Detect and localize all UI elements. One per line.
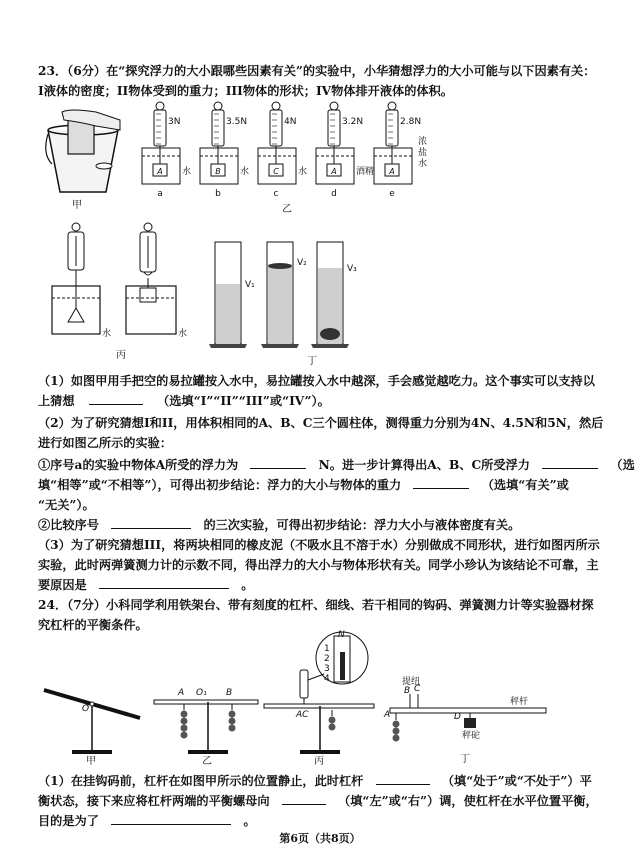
q24-label-AC: AC	[296, 710, 309, 720]
q23-p3a-mid: N。进一步计算得出A、B、C所受浮力	[318, 458, 530, 472]
figure-ding-label: 丁	[307, 356, 317, 367]
q24-fig-bing: 丙	[314, 756, 324, 767]
block-label-0: A	[157, 167, 163, 176]
balance-ring-0	[156, 102, 164, 110]
q24-p1-line3	[38, 812, 256, 829]
beaker-label-1: b	[215, 189, 221, 199]
figure-q24-levers	[36, 630, 596, 766]
q24-dial-unit: N	[338, 630, 345, 640]
q24-dial-tick-1: 1	[324, 644, 330, 654]
q24-p1-line1	[38, 772, 592, 789]
q24-p1a-text: （1）在挂钩码前，杠杆在如图甲所示的位置静止，此时杠杆	[38, 774, 364, 788]
q23-p5-line2: 实验，此时两弹簧测力计的示数不同，得出浮力的大小与物体形状有关。同学小珍认为该结论不可靠，主	[38, 558, 599, 572]
liquid-label-3: 酒精	[356, 167, 375, 177]
figure-ding-cylinders	[205, 236, 375, 366]
q23-p3b-text: 填“相等”或“不相等”），可得出初步结论：浮力的大小与物体的重力	[38, 478, 402, 492]
q24-stem-line1: 24．（7分）小科同学利用铁架台、带有刻度的杠杆、细线、若干相同的钩码、弹簧测力计等实验器材探	[38, 598, 594, 612]
balance-reading-0: 3N	[168, 117, 181, 127]
lever-yi	[154, 700, 258, 754]
liquid-label-4-0: 浓	[418, 137, 428, 147]
q24-fig-jia: 甲	[86, 756, 96, 767]
q24-dial-tick-2: 2	[324, 654, 330, 664]
balance-ring-3	[330, 102, 338, 110]
block-label-2: C	[273, 167, 279, 176]
balance-body-3	[328, 110, 340, 146]
bing-water-label-left: 水	[102, 329, 112, 339]
q23-p3b-post: （选填“有关”或	[481, 478, 569, 492]
q23-p4-text: ②比较序号	[38, 518, 99, 532]
beaker-label-4: e	[389, 189, 395, 199]
q23-p5-line3	[38, 576, 253, 593]
q23-p3a-text: ①序号a的实验中物体A所受的浮力为	[38, 458, 239, 472]
q24-blank-3[interactable]	[111, 814, 231, 825]
liquid-label-0: 水	[182, 167, 192, 177]
q24-label-D: D	[454, 712, 461, 722]
q24-stem-line2: 究杠杆的平衡条件。	[38, 618, 148, 632]
cyl-label-v1: V₁	[245, 280, 255, 290]
q23-blank-1[interactable]	[89, 394, 143, 405]
q23-p3-line3: “无关”）。	[38, 498, 95, 512]
q23-blank-5[interactable]	[111, 518, 191, 529]
q23-blank-2[interactable]	[250, 458, 306, 469]
figure-bing-clay-shapes	[46, 222, 196, 362]
q23-p1-line1: （1）如图甲用手把空的易拉罐按入水中，易拉罐按入水中越深，手会感觉越吃力。这个事实可以支持以	[38, 374, 595, 388]
q24-label-tiniu: 提纽	[402, 677, 421, 687]
balance-body-1	[212, 110, 224, 146]
balance-ring-4	[388, 102, 396, 110]
bing-water-label-right: 水	[178, 329, 188, 339]
q24-p1a-post: （填“处于”或“不处于”）平	[441, 774, 592, 788]
q23-p1-text: 上猜想	[38, 394, 75, 408]
q24-p1-line2	[38, 792, 598, 809]
balance-ring-1	[214, 102, 222, 110]
beaker-label-3: d	[331, 189, 337, 199]
figure-jia-can-bucket	[40, 108, 126, 216]
balance-body-0	[154, 110, 166, 146]
q23-p5c-post: 。	[241, 578, 254, 592]
cyl-label-v2: V₂	[297, 258, 307, 268]
q23-p1-line2	[38, 392, 330, 409]
figure-jia-label: 甲	[72, 200, 82, 211]
q24-label-O: O	[82, 704, 90, 714]
q23-p5c-text: 要原因是	[38, 578, 87, 592]
q23-p3a-post: （选	[610, 458, 635, 472]
q24-label-A: A	[178, 688, 185, 698]
q23-p3-line2	[38, 476, 569, 493]
figure-bing-label: 丙	[116, 350, 126, 361]
beaker-label-0: a	[157, 189, 163, 199]
q24-fig-yi: 乙	[202, 756, 212, 767]
beaker-label-2: c	[273, 189, 279, 199]
q24-p1b-post: （填“左”或“右”）调，使杠杆在水平位置平衡，	[338, 794, 598, 808]
balance-reading-2: 4N	[284, 117, 297, 127]
q24-p1c-post: 。	[243, 814, 256, 828]
q23-blank-4[interactable]	[413, 478, 469, 489]
balance-reading-1: 3.5N	[226, 117, 248, 127]
liquid-label-4-1: 盐	[418, 148, 428, 158]
balance-body-4	[386, 110, 398, 146]
block-label-3: A	[331, 167, 337, 176]
spring-balance-right	[140, 223, 156, 302]
q24-p1b-text: 衡状态，接下来应将杠杆两端的平衡螺母向	[38, 794, 270, 808]
q24-blank-2[interactable]	[282, 794, 326, 805]
cylinder-v3	[311, 242, 349, 348]
block-label-4: A	[389, 167, 395, 176]
q23-p4-line	[38, 516, 520, 533]
cyl-label-v3: V₃	[347, 264, 357, 274]
q23-p3-line1	[38, 456, 635, 473]
q24-label-chengtuo: 秤砣	[462, 731, 481, 741]
q23-p2-line1: （2）为了研究猜想I和II，用体积相同的A、B、C三个圆柱体，测得重力分别为4N、4.5N和5N，然后	[38, 416, 604, 430]
lever-jia	[44, 690, 140, 754]
q24-dial-tick-3: 3	[324, 664, 330, 674]
q24-blank-1[interactable]	[376, 774, 430, 785]
q24-label-chengan: 秤杆	[510, 697, 529, 707]
q24-label-C-ding: C	[414, 684, 421, 694]
figure-yi-label: 乙	[282, 204, 292, 215]
cylinder-v2	[261, 242, 299, 348]
q23-p4-post: 的三次实验，可得出初步结论：浮力大小与液体密度有关。	[203, 518, 521, 532]
block-label-1: B	[215, 167, 221, 176]
q24-p1c-text: 目的是为了	[38, 814, 99, 828]
q24-label-B: B	[226, 688, 233, 698]
q23-p5-line1: （3）为了研究猜想III，将两块相同的橡皮泥（不吸水且不溶于水）分别做成不同形状，进行如图丙所示	[38, 538, 600, 552]
page-footer: 第6页（共8页）	[279, 832, 361, 845]
q23-stem-line1: 23．（6分）在“探究浮力的大小跟哪些因素有关”的实验中，小华猜想浮力的大小可能与以下因素有关：	[38, 64, 596, 78]
q23-blank-6[interactable]	[99, 578, 229, 589]
q23-stem-line2: I液体的密度；II物体受到的重力；III物体的形状；IV物体排开液体的体积。	[38, 84, 453, 98]
cylinder-v1	[209, 242, 247, 348]
spring-balance-left	[68, 223, 84, 322]
q24-dial-tick-4: 4	[324, 674, 330, 684]
q24-label-A-ding: A	[384, 710, 391, 720]
q23-p2-line2: 进行如图乙所示的实验：	[38, 436, 173, 450]
q24-label-O1: O₁	[196, 688, 207, 698]
q24-fig-ding: 丁	[460, 754, 470, 765]
q23-p1-hint: （选填“I”“II”“III”或“IV”）。	[157, 394, 330, 408]
q24-label-B-ding: B	[404, 686, 411, 696]
liquid-label-1: 水	[240, 167, 250, 177]
balance-ring-2	[272, 102, 280, 110]
figure-yi-spring-balances	[138, 100, 438, 218]
q23-blank-3[interactable]	[542, 458, 598, 469]
balance-body-2	[270, 110, 282, 146]
balance-reading-3: 3.2N	[342, 117, 364, 127]
liquid-label-4-2: 水	[418, 159, 428, 169]
balance-reading-4: 2.8N	[400, 117, 422, 127]
liquid-label-2: 水	[298, 167, 308, 177]
lever-bing	[264, 632, 374, 754]
